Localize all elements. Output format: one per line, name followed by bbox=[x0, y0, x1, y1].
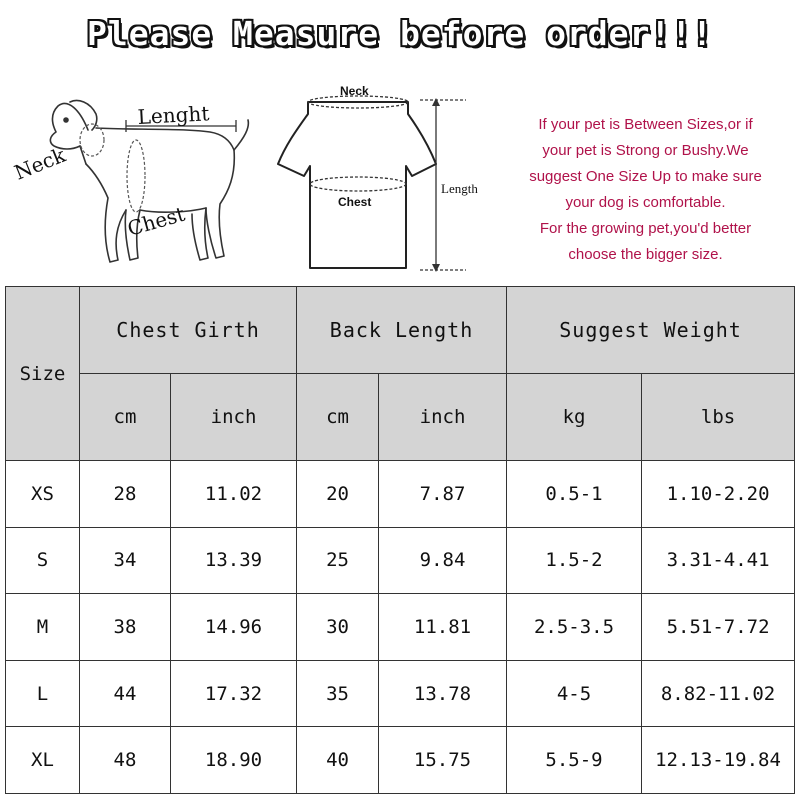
dog-neck-label: Neck bbox=[10, 142, 69, 185]
table-cell: 34 bbox=[80, 527, 171, 594]
unit-header: cm bbox=[297, 374, 379, 461]
table-cell: 35 bbox=[297, 660, 379, 727]
table-cell: 30 bbox=[297, 594, 379, 661]
dog-chest-label: Chest bbox=[124, 201, 188, 241]
back-length-header: Back Length bbox=[297, 287, 507, 374]
table-cell: 13.78 bbox=[379, 660, 507, 727]
size-cell: L bbox=[6, 660, 80, 727]
table-cell: 1.10-2.20 bbox=[642, 461, 795, 528]
table-cell: 20 bbox=[297, 461, 379, 528]
table-cell: 44 bbox=[80, 660, 171, 727]
size-cell: M bbox=[6, 594, 80, 661]
unit-header: kg bbox=[507, 374, 642, 461]
table-cell: 2.5-3.5 bbox=[507, 594, 642, 661]
size-column-header: Size bbox=[6, 287, 80, 461]
unit-header: cm bbox=[80, 374, 171, 461]
table-cell: 48 bbox=[80, 727, 171, 794]
suggest-weight-header: Suggest Weight bbox=[507, 287, 795, 374]
table-cell: 3.31-4.41 bbox=[642, 527, 795, 594]
size-cell: XL bbox=[6, 727, 80, 794]
table-cell: 0.5-1 bbox=[507, 461, 642, 528]
table-row bbox=[6, 527, 795, 594]
table-cell: 8.82-11.02 bbox=[642, 660, 795, 727]
table-row bbox=[6, 461, 795, 528]
table-cell: 7.87 bbox=[379, 461, 507, 528]
chest-girth-header: Chest Girth bbox=[80, 287, 297, 374]
table-cell: 18.90 bbox=[171, 727, 297, 794]
note-line: suggest One Size Up to make sure bbox=[529, 168, 762, 185]
shirt-chest-label: Chest bbox=[338, 195, 372, 209]
sizing-advice-note bbox=[503, 112, 788, 268]
table-cell: 15.75 bbox=[379, 727, 507, 794]
page-title: Please Measure before order!!! bbox=[86, 14, 714, 53]
table-cell: 11.02 bbox=[171, 461, 297, 528]
table-row bbox=[6, 727, 795, 794]
dog-measure-illustration bbox=[10, 80, 270, 280]
table-cell: 9.84 bbox=[379, 527, 507, 594]
note-line: your pet is Strong or Bushy.We bbox=[542, 142, 749, 159]
note-line: your dog is comfortable. bbox=[565, 194, 726, 211]
shirt-length-label: Length bbox=[441, 181, 478, 196]
unit-header: inch bbox=[171, 374, 297, 461]
table-cell: 14.96 bbox=[171, 594, 297, 661]
table-cell: 4-5 bbox=[507, 660, 642, 727]
size-cell: XS bbox=[6, 461, 80, 528]
table-cell: 38 bbox=[80, 594, 171, 661]
table-cell: 13.39 bbox=[171, 527, 297, 594]
table-cell: 25 bbox=[297, 527, 379, 594]
unit-header: inch bbox=[379, 374, 507, 461]
table-cell: 1.5-2 bbox=[507, 527, 642, 594]
table-cell: 28 bbox=[80, 461, 171, 528]
table-cell: 12.13-19.84 bbox=[642, 727, 795, 794]
unit-header: lbs bbox=[642, 374, 795, 461]
note-line: For the growing pet,you'd better bbox=[539, 220, 752, 237]
table-cell: 40 bbox=[297, 727, 379, 794]
table-row bbox=[6, 660, 795, 727]
table-cell: 5.51-7.72 bbox=[642, 594, 795, 661]
table-cell: 17.32 bbox=[171, 660, 297, 727]
shirt-measure-illustration bbox=[270, 80, 500, 280]
table-row bbox=[6, 594, 795, 661]
size-chart-table bbox=[5, 286, 795, 794]
size-cell: S bbox=[6, 527, 80, 594]
table-cell: 11.81 bbox=[379, 594, 507, 661]
note-line: choose the bigger size. bbox=[568, 246, 723, 263]
dog-length-label: Lenght bbox=[137, 101, 210, 129]
shirt-neck-label: Neck bbox=[340, 84, 369, 98]
table-cell: 5.5-9 bbox=[507, 727, 642, 794]
note-line: If your pet is Between Sizes,or if bbox=[538, 116, 753, 133]
